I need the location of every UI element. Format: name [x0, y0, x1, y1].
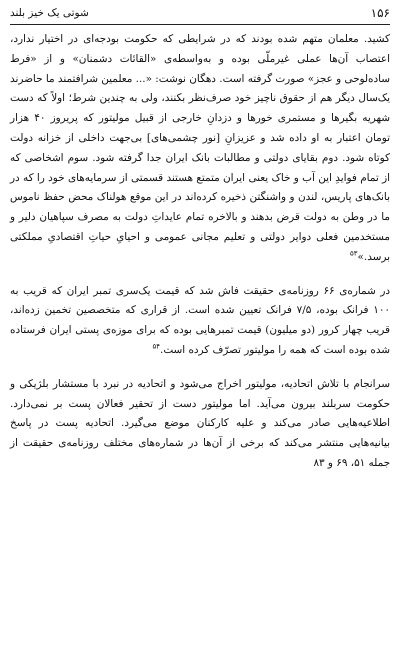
running-head — [10, 4, 390, 22]
page-number: ۱۵۶ — [370, 6, 390, 20]
paragraph — [10, 282, 390, 361]
paragraph-text: کشید. معلمان متهم شده بودند که در شرایطی که حکومت بودجه‌ای در اختیار ندارد، اعتصاب آن‌ها عملی غیرملّی بوده و به‌واسطه‌ی «القائات دشمنان» و از «فرط ساده‌لوحی و عجز» صورت گرفته است. دهگان نوشت: «... معلمین شرافتمند ما حاضرند یک‌سال دیگر هم از حقوق ناچیز خود صرف‌نظر بکنند، ولی به چندین شرط؛ اولاً که دست شهریه بگیرها و مستمری خورها و دزدانِ خارجی از قبیل مولیتور که پریروز ۴۰ هزار تومان اعتبار به او داده شد و عزیزانِ [نور چشمی‌های] بی‌جهت داخلی از خزانه دولت کوتاه شود. دوم بقایای دولتی و مطالبات بانک ایران جدا گرفته شود. سوم اشخاصی که از تمام فوایدِ این آب و خاک یعنی ایران متمتع هستند قسمتی از سرمایه‌های خود را که در بانک‌های پاریس، لندن و واشنگتن ذخیره کرده‌اند در این موقع هولناک محض حفظ ناموس ما در وطن به دولت قرض بدهند و بالاخره تمام عایداتِ دولت به مصرف سپاهیان دلیر و مستخدمین فعلی دوایر دولتی و تعلیم مجانی عمومی و احیایِ حیاتِ اقتصادیِ مملکتی برسد.» — [10, 33, 390, 263]
paragraph — [10, 30, 390, 268]
footnote-marker[interactable]: ۵۴ — [152, 342, 161, 351]
body-text — [10, 30, 390, 650]
header-rule — [10, 24, 390, 25]
paragraph-text: سرانجام با تلاش اتحادیه، مولیتور اخراج می‌شود و اتحادیه در نبرد با مستشار بلژیکی و حکومت سربلند بیرون می‌آید. اما مولیتور دست از تحقیر فعالان پست بر نمی‌دارد. اطلاعیه‌هایی صادر می‌کند و علیه کارکنان موضع می‌گیرد. اتحادیه پست در پاسخ بیانیه‌هایی منتشر می‌کند که برخی از آن‌ها در شماره‌های مختلف روزنامه‌ی حقیقت از جمله ۵۱، ۶۹ و ۸۳ — [10, 377, 390, 469]
paragraph — [10, 375, 390, 474]
paragraph-text: در شماره‌ی ۶۶ روزنامه‌ی حقیقت فاش شد که قیمت یک‌سری تمبر ایران که قریب به ۱۰۰ فرانک بوده، ۷/۵ فرانک تعیین شده است. از قراری که متخصصین تخمین زده‌اند، قریب چهار کرور (دو میلیون) قیمت تمبرهایی بوده که برای موزه‌ی پستی ایران فرستاده شده بوده است که همه را مولیتور تصرّف کرده است. — [10, 284, 390, 356]
footnote-marker[interactable]: ۵۳ — [350, 249, 358, 258]
running-title: شوتی یک خیز بلند — [10, 7, 89, 19]
